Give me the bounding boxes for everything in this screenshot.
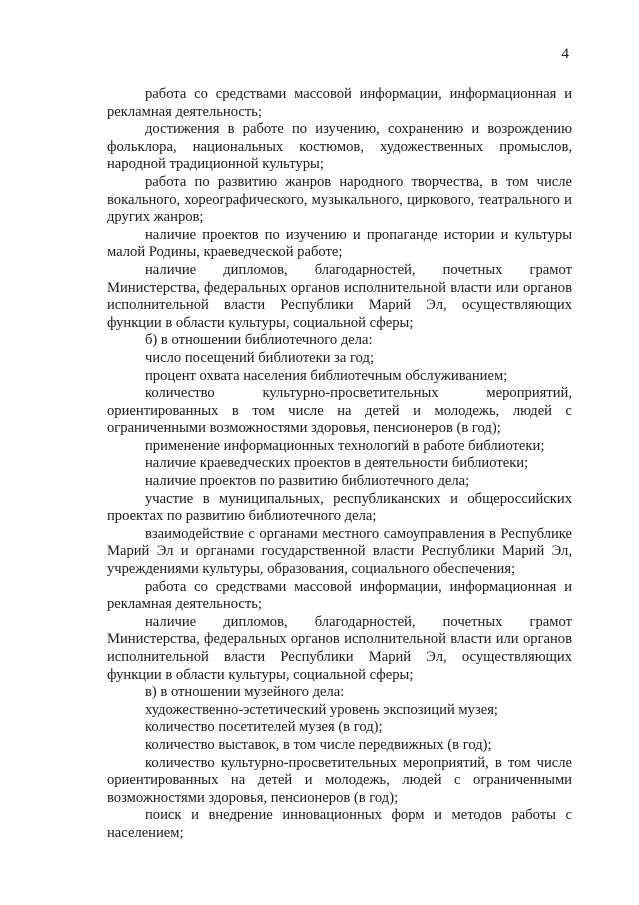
section-heading-museums: в) в отношении музейного дела: xyxy=(145,684,345,701)
paragraph: количество культурно-просветительных мероприятий, ориентированных в том числе на детей и молодежь, людей с ограниченными возможностями здоровья, пенсионеров (в год); xyxy=(107,385,572,437)
paragraph: число посещений библиотеки за год; xyxy=(145,349,375,366)
paragraph: количество культурно-просветительных мероприятий, в том числе ориентированных на детей и молодежь, людей с ограниченными возможностями здоровья, пенсионеров (в год); xyxy=(107,754,572,806)
paragraph: наличие проектов по изучению и пропаганде истории и культуры малой Родины, краеведческой работе; xyxy=(107,226,572,261)
paragraph: художественно-эстетический уровень экспозиций музея; xyxy=(145,701,498,718)
paragraph: процент охвата населения библиотечным обслуживанием; xyxy=(145,367,508,384)
paragraph: достижения в работе по изучению, сохранению и возрождению фольклора, национальных костюмов, художественных промыслов, народной традиционной культуры; xyxy=(107,121,572,173)
paragraph: количество выставок, в том числе передвижных (в год); xyxy=(145,736,492,753)
paragraph: наличие проектов по развитию библиотечного дела; xyxy=(145,473,470,490)
paragraph: количество посетителей музея (в год); xyxy=(145,719,383,736)
paragraph: наличие краеведческих проектов в деятельности библиотеки; xyxy=(145,455,529,472)
paragraph: работа со средствами массовой информации, информационная и рекламная деятельность; xyxy=(107,578,572,613)
page-number: 4 xyxy=(561,46,569,62)
paragraph: работа со средствами массовой информации, информационная и рекламная деятельность; xyxy=(107,86,572,120)
paragraph: наличие дипломов, благодарностей, почетных грамот Министерства, федеральных органов исполнительной власти или органов исполнительной власти Республики Марий Эл, осуществляющих функции в области культуры, социальной сферы; xyxy=(107,261,572,331)
paragraph: работа по развитию жанров народного творчества, в том числе вокального, хореографического, музыкального, циркового, театрального и других жанров; xyxy=(107,173,572,226)
paragraph: применение информационных технологий в работе библиотеки; xyxy=(145,437,545,454)
paragraph: участие в муниципальных, республиканских и общероссийских проектах по развитию библиотечного дела; xyxy=(107,490,572,525)
section-heading-libraries: б) в отношении библиотечного дела: xyxy=(145,332,373,349)
paragraph: поиск и внедрение инновационных форм и методов работы с населением; xyxy=(107,807,572,841)
document-body xyxy=(107,86,572,843)
paragraph: наличие дипломов, благодарностей, почетных грамот Министерства, федеральных органов исполнительной власти или органов исполнительной власти Республики Марий Эл, осуществляющих функции в области культуры, социальной сферы; xyxy=(107,613,572,683)
paragraph: взаимодействие с органами местного самоуправления в Республике Марий Эл и органами государственной власти Республики Марий Эл, учреждениями культуры, образования, социального обеспечения; xyxy=(107,525,572,578)
